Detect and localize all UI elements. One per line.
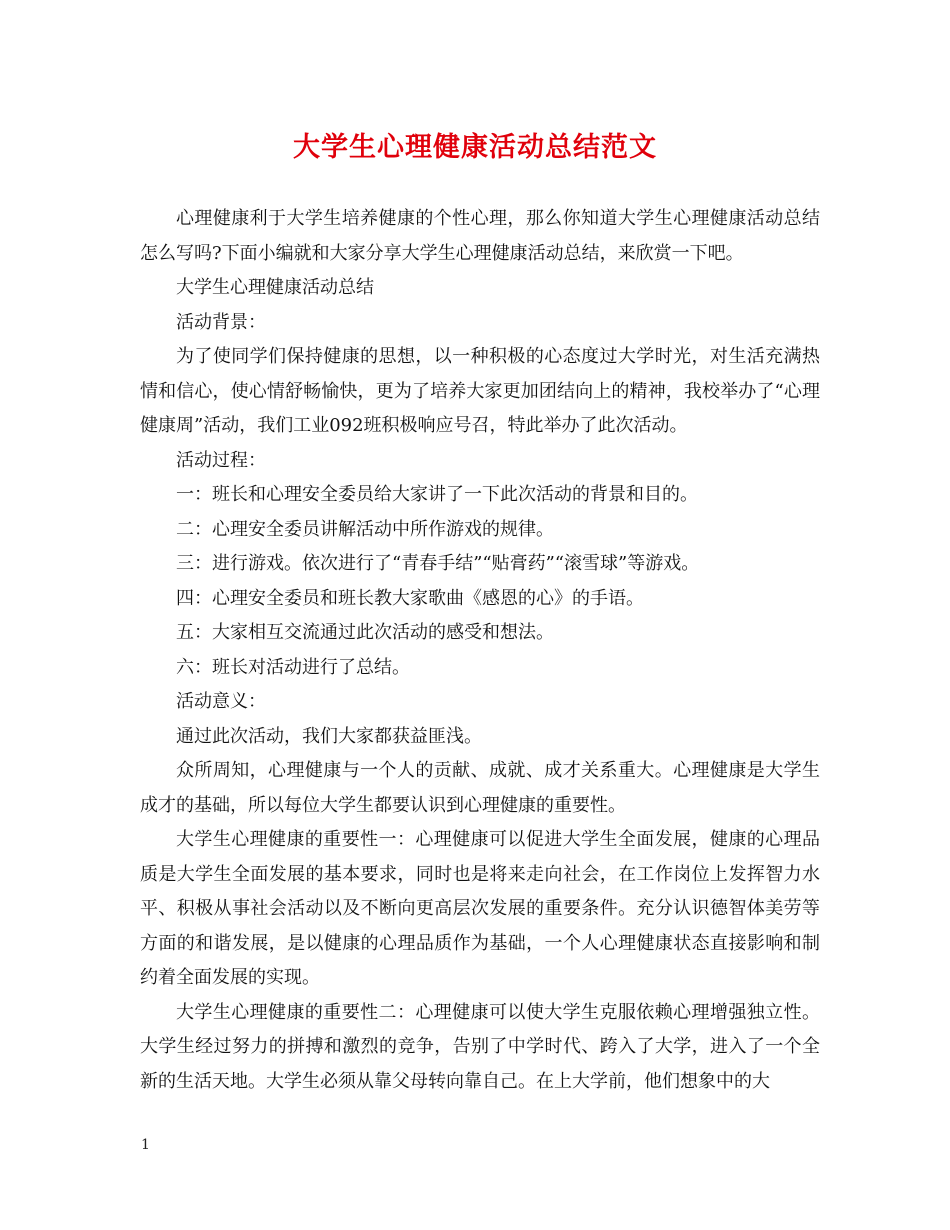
paragraph-step-2: 二：心理安全委员讲解活动中所作游戏的规律。 xyxy=(176,518,554,540)
paragraph-intro: 心理健康利于大学生培养健康的个性心理，那么你知道大学生心理健康活动总结怎么写吗?下面小编就和大家分享大学生心理健康活动总结，来欣赏一下吧。 xyxy=(140,208,820,264)
paragraph-significance: 通过此次活动，我们大家都获益匪浅。 xyxy=(176,725,482,747)
paragraph-heading: 大学生心理健康活动总结 xyxy=(176,277,374,298)
paragraph-step-1: 一：班长和心理安全委员给大家讲了一下此次活动的背景和目的。 xyxy=(176,484,698,505)
paragraph-step-4: 四：心理安全委员和班长教大家歌曲《感恩的心》的手语。 xyxy=(176,587,644,609)
document-title: 大学生心理健康活动总结范文 xyxy=(293,132,657,163)
paragraph-background-label: 活动背景： xyxy=(176,311,266,333)
paragraph-importance-2: 大学生心理健康的重要性二：心理健康可以使大学生克服依赖心理增强独立性。大学生经过努力的拼搏和激烈的竞争，告别了中学时代、跨入了大学，进入了一个全新的生活天地。大学生必须从靠父母转向靠自己。在上大学前，他们想象中的大 xyxy=(140,1001,820,1092)
paragraph-common-knowledge: 众所周知，心理健康与一个人的贡献、成就、成才关系重大。心理健康是大学生成才的基础，所以每位大学生都要认识到心理健康的重要性。 xyxy=(140,760,820,816)
paragraph-step-3: 三：进行游戏。依次进行了“青春手结”“贴膏药”“滚雪球”等游戏。 xyxy=(176,553,700,574)
paragraph-background: 为了使同学们保持健康的思想，以一种积极的心态度过大学时光，对生活充满热情和信心，使心情舒畅愉快，更为了培养大家更加团结向上的精神，我校举办了“心理健康周”活动，我们工业092班积极响应号召，特此举办了此次活动。 xyxy=(140,346,820,436)
paragraph-significance-label: 活动意义： xyxy=(176,691,266,712)
page-number: 1 xyxy=(141,1137,150,1153)
paragraph-importance-1: 大学生心理健康的重要性一：心理健康可以促进大学生全面发展，健康的心理品质是大学生全面发展的基本要求，同时也是将来走向社会，在工作岗位上发挥智力水平、积极从事社会活动以及不断向更高层次发展的重要条件。充分认识德智体美劳等方面的和谐发展，是以健康的心理品质作为基础，一个人心理健康状态直接影响和制约着全面发展的实现。 xyxy=(140,829,820,988)
paragraph-process-label: 活动过程： xyxy=(176,449,266,471)
paragraph-step-5: 五：大家相互交流通过此次活动的感受和想法。 xyxy=(176,622,554,643)
document-body xyxy=(140,202,820,1099)
paragraph-step-6: 六：班长对活动进行了总结。 xyxy=(176,656,410,678)
